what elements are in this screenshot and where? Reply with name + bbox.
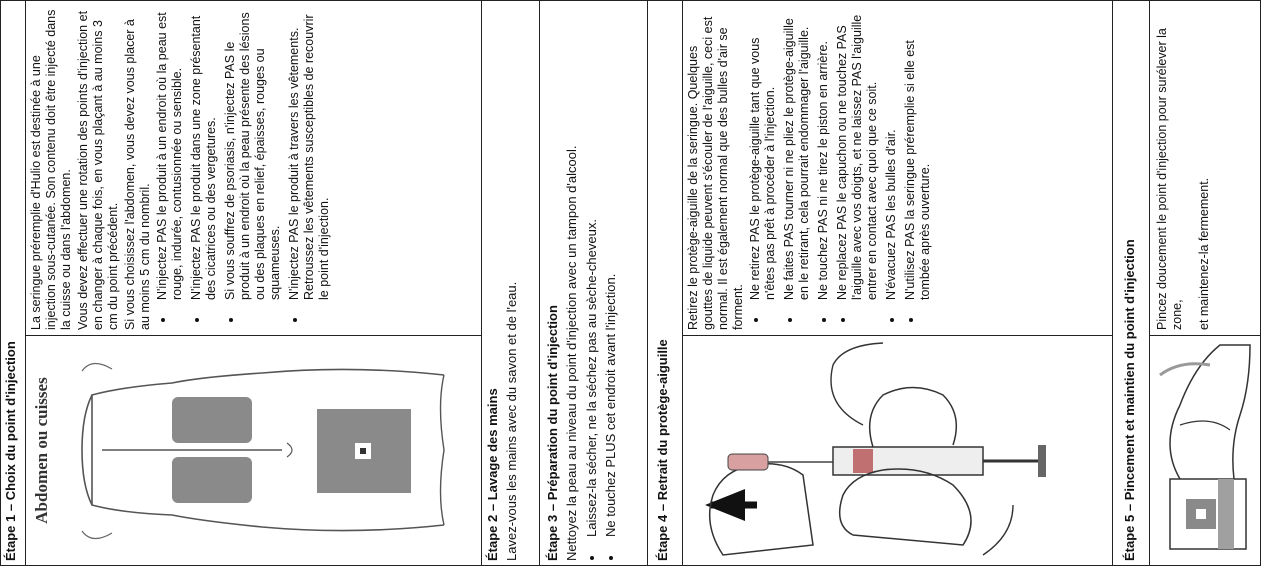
step3-row (540, 1, 648, 565)
step5-title: Étape 5 – Pincement et maintien du point d'injection (1122, 239, 1137, 561)
step5-image-cell (1150, 335, 1260, 565)
step4-text-cell (683, 1, 1113, 335)
step3-text: Nettoyez la peau au niveau du point d'injection avec un tampon d'alcool. (564, 145, 579, 561)
step4-bullet: • N'évacuez PAS les bulles d'air. (884, 6, 899, 308)
step5-text-cell (1150, 1, 1260, 335)
cap-removal-illustration (683, 337, 1111, 565)
step1-image-cell (26, 335, 482, 565)
step1-paragraph-3: Si vous choisissez l'abdomen, vous devez vous placer à au moins 5 cm du nombril. (123, 19, 152, 330)
step1-paragraph-2: Vous devez effectuer une rotation des points d'injection et en changer à chaque fois, en vous plaçant à au moins 3 cm du point précédent. (76, 10, 120, 330)
step1-header (1, 1, 26, 565)
step4-bullet: • Ne touchez PAS ni ne tirez le piston en arrière. (816, 6, 831, 308)
step4-image-cell (683, 335, 1113, 565)
body-sites-illustration (52, 337, 452, 565)
step2-row (482, 1, 540, 565)
step1-bullet: • N'injectez PAS le produit à un endroit où la peau est rouge, indurée, contusionnée ou sensible. (155, 6, 185, 308)
step1-paragraph-1: La seringue préremplie d'Hulio est destinée à une injection sous-cutanée. Son contenu doit être injecté dans la cuisse ou dans l'abdomen. (29, 9, 73, 330)
thigh-site-right (172, 397, 252, 443)
step5-header (1113, 1, 1150, 565)
step1-bullet: • N'injectez PAS le produit à travers les vêtements. Retroussez les vêtements susceptibles de recouvrir le point d'injection. (287, 6, 332, 308)
step4-body (683, 1, 1113, 565)
step4-bullet: • Ne faites PAS tourner ni ne pliez le protège-aiguille en le retirant, cela pourrait endommager l'aiguille. (782, 6, 812, 308)
step4-header (648, 1, 683, 565)
step1-bullet: • Si vous souffrez de psoriasis, n'injectez PAS le produit à un endroit où la peau présente des lésions ou des plaques en relief, épaisses, rouges ou squameuses. (223, 6, 283, 308)
step1-bullet: • N'injectez PAS le produit dans une zone présentant des cicatrices ou des vergetures. (189, 6, 219, 308)
step4-title: Étape 4 – Retrait du protège-aiguille (655, 339, 670, 561)
step1-title: Étape 1 – Choix du point d'injection (3, 341, 18, 561)
step3-bullet: • Ne touchez PLUS cet endroit avant l'injection. (602, 1, 619, 545)
step4-bullet: • Ne retirez PAS le protège-aiguille tant que vous n'êtes pas prêt à procéder à l'injection. (748, 6, 778, 308)
step3-bullet: • Laissez-la sécher, ne la séchez pas au sèche-cheveux. (583, 1, 600, 545)
step2-text: Lavez-vous les mains avec du savon et de l'eau. (504, 281, 519, 561)
step1-body (26, 1, 482, 565)
step5-body (1150, 1, 1260, 565)
thigh-site-left (172, 457, 252, 503)
step4-bullet: • N'utilisez PAS la seringue préremplie si elle est tombée après ouverture. (903, 6, 933, 308)
step5-line-1: Pincez doucement le point d'injection pour surélever la zone, (1155, 28, 1184, 330)
step2-title: Étape 2 – Lavage des mains (485, 388, 500, 561)
step3-title: Étape 3 – Préparation du point d'injection (545, 305, 560, 561)
step4-paragraph: Retirez le protège-aiguille de la seringue. Quelques gouttes de liquide peuvent s'écouler de l'aiguille, ceci est normal. Il est également normal que des bulles d'air se forment. (686, 16, 745, 330)
step1-text-cell (26, 1, 482, 335)
step5-line-2: et maintenez-la fermement. (1197, 177, 1211, 330)
step4-bullet: • Ne replacez PAS le capuchon ou ne touchez PAS l'aiguille avec vos doigts, et ne laissez PAS l'aiguille entrer en contact avec quoi que ce soit. (835, 6, 880, 308)
image-caption: Abdomen ou cuisses (32, 377, 51, 524)
pinch-illustration (1150, 337, 1258, 565)
